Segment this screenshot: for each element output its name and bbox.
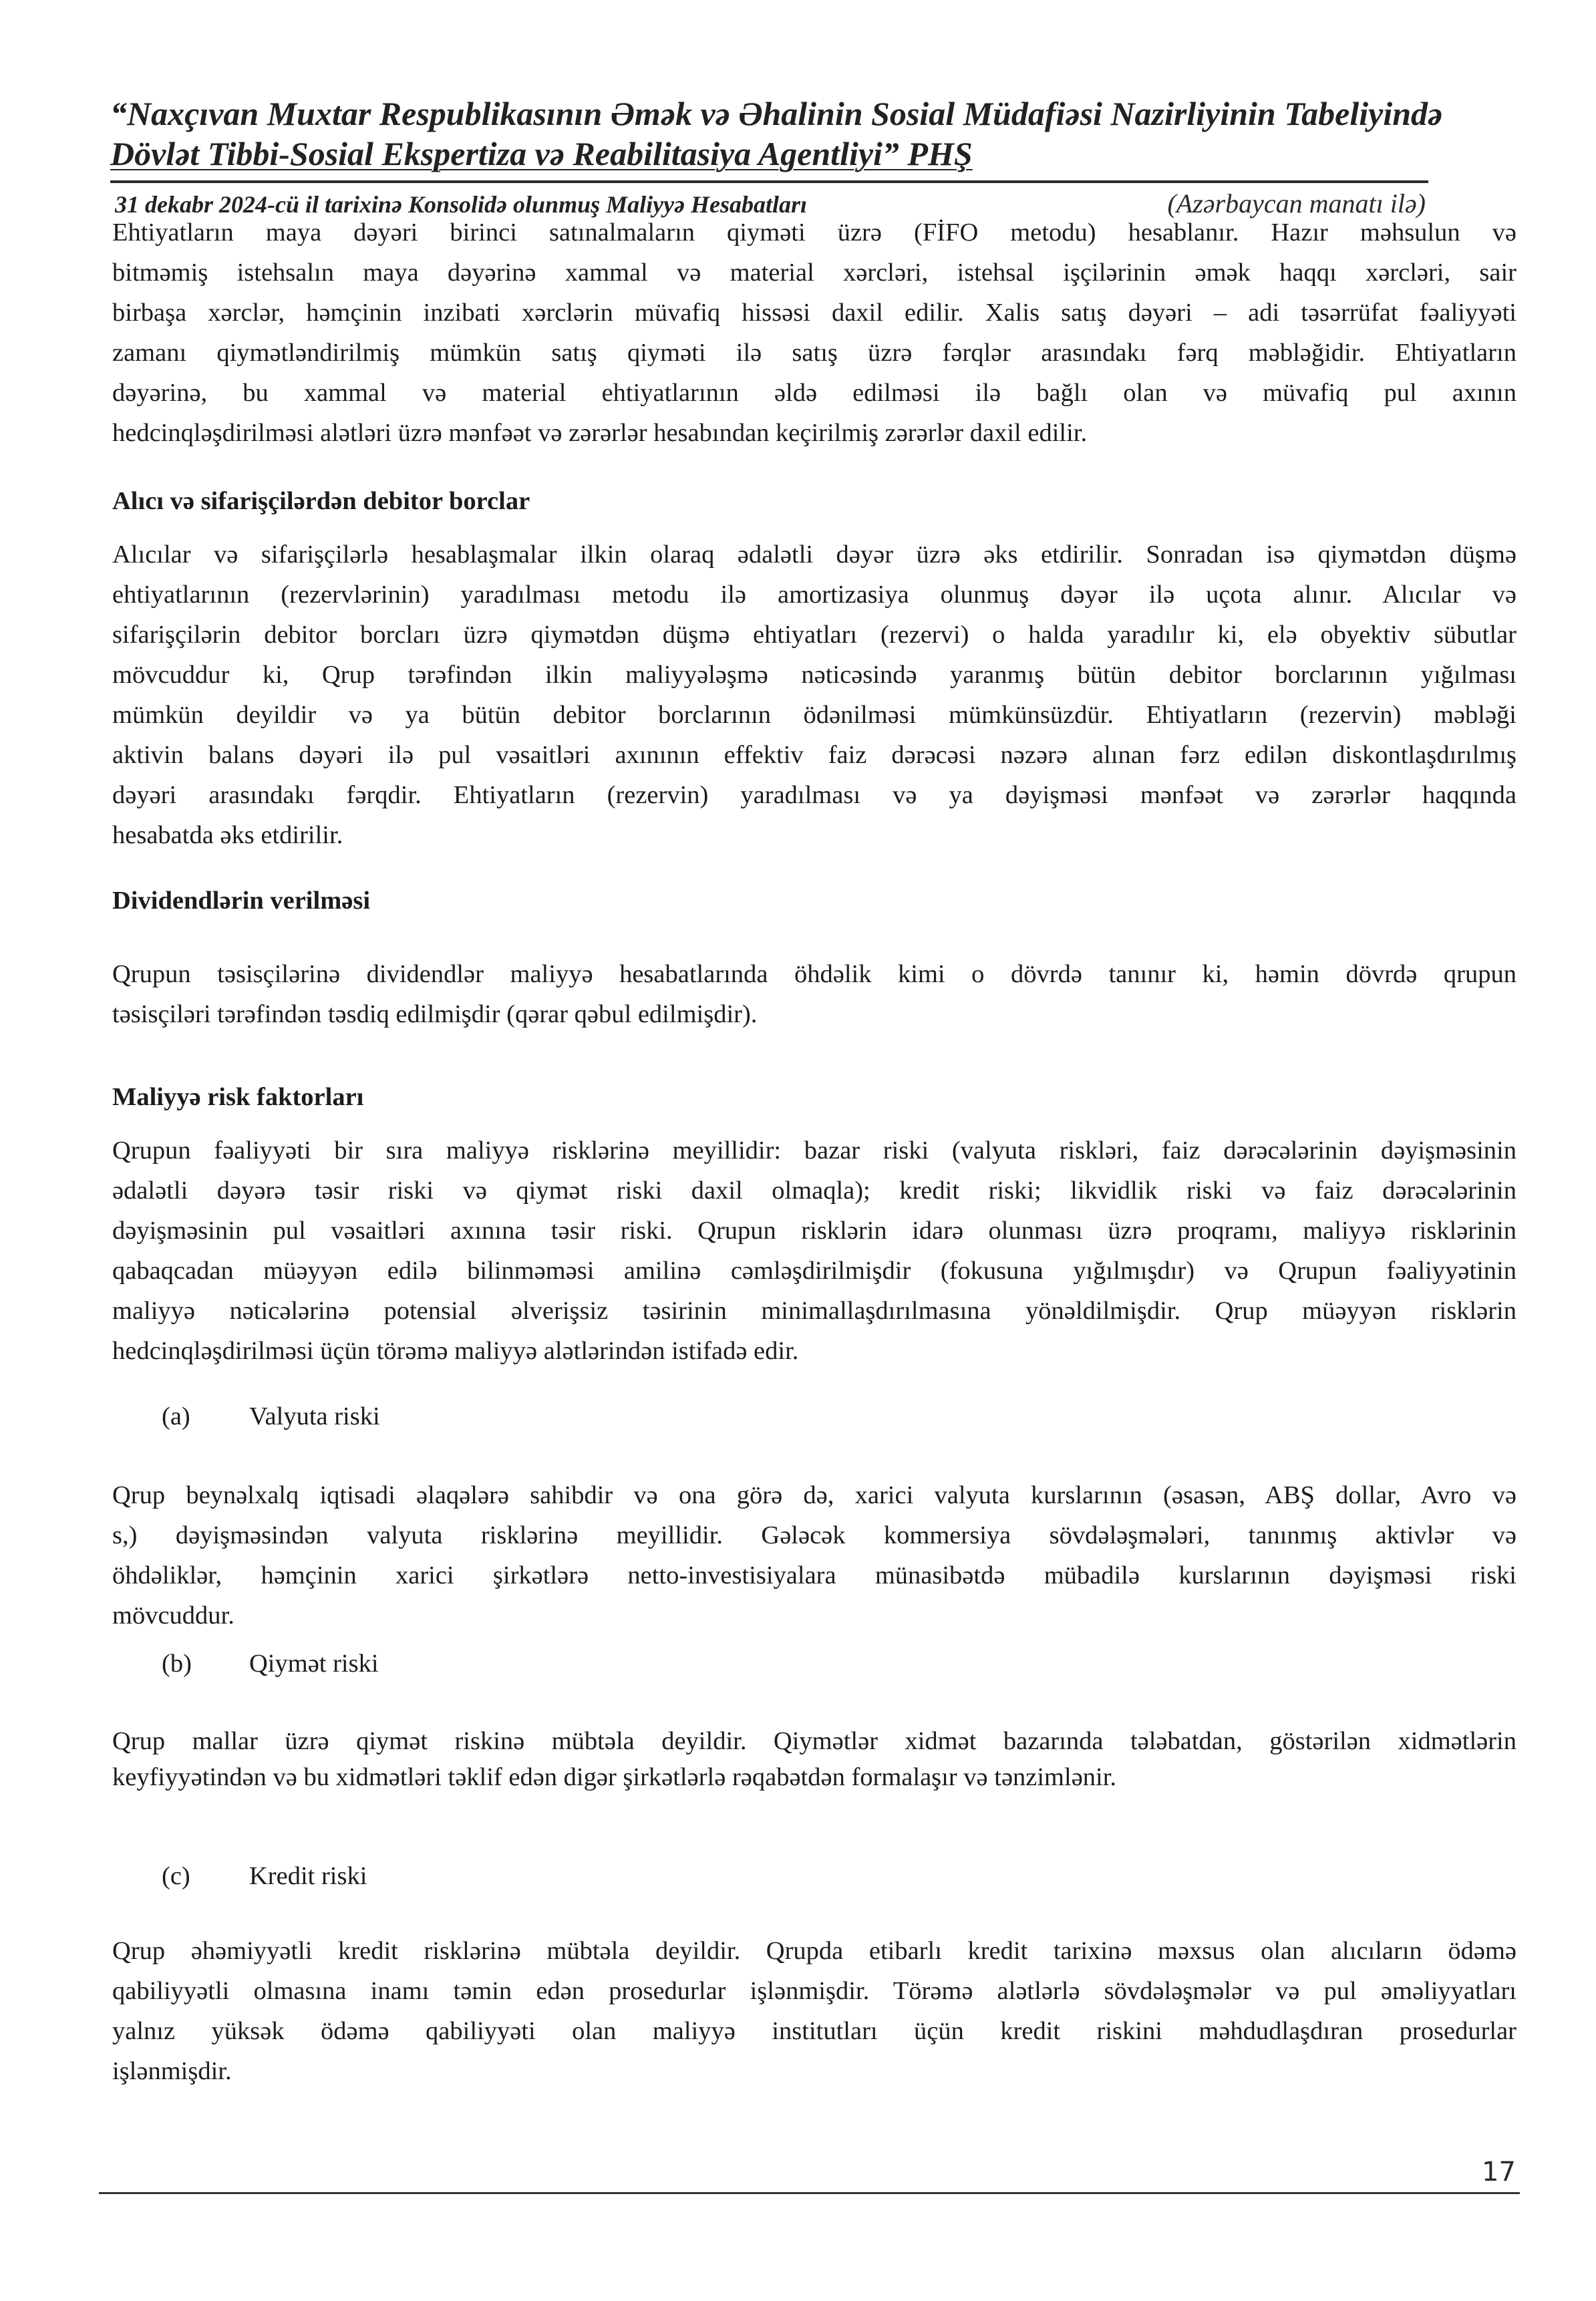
paragraph-line: Ehtiyatların maya dəyəri birinci satınalmaların qiyməti üzrə (FİFO metodu) hesablanır. Hazır məhsulun və — [112, 218, 1517, 247]
paragraph-line: yalnız yüksək ödəmə qabiliyyəti olan maliyyə institutları üçün kredit riskini məhdudlaşdıran prosedurlar — [112, 2017, 1517, 2045]
paragraph-line: keyfiyyətindən və bu xidmətləri təklif edən digər şirkətlərlə rəqabətdən formalaşır və tənzimlənir. — [112, 1763, 1117, 1791]
paragraph-line: ədalətli dəyərə təsir riski və qiymət riski daxil olmaqla); kredit riski; likvidlik riski və faiz dərəcələrinin — [112, 1177, 1517, 1205]
paragraph-line: s,) dəyişməsindən valyuta risklərinə meyillidir. Gələcək kommersiya sövdələşmələri, tanınmış aktivlər və — [112, 1521, 1517, 1549]
paragraph-line: hedcinqləşdirilməsi üçün törəmə maliyyə alətlərindən istifadə edir. — [112, 1337, 799, 1365]
paragraph-line: dəyəri arasındakı fərqdir. Ehtiyatların (rezervin) yaradılması və ya dəyişməsi mənfəət və zərərlər haqqında — [112, 781, 1517, 809]
paragraph-line: Qrup mallar üzrə qiymət riskinə mübtəla deyildir. Qiymətlər xidmət bazarında tələbatdan, göstərilən xidmətlərin — [112, 1727, 1517, 1755]
paragraph-line: mümkün deyildir və ya bütün debitor borclarının ödənilməsi mümkünsüzdür. Ehtiyatların (rezervin) məbləği — [112, 701, 1517, 729]
paragraph-line: təsisçiləri tərəfindən təsdiq edilmişdir (qərar qəbul edilmişdir). — [112, 1000, 758, 1028]
paragraph-line: mövcuddur. — [112, 1601, 234, 1630]
paragraph-line: hesabatda əks etdirilir. — [112, 821, 343, 849]
paragraph-line: zamanı qiymətləndirilmiş mümkün satış qiyməti ilə satış üzrə fərqlər arasındakı fərq məbləğidir. Ehtiyatların — [112, 339, 1517, 367]
list-marker-b: (b) — [162, 1650, 192, 1678]
header-subtitle: 31 dekabr 2024-cü il tarixinə Konsolidə olunmuş Maliyyə Hesabatları — [115, 191, 808, 218]
currency-note: (Azərbaycan manatı ilə) — [1167, 188, 1426, 218]
paragraph-line: dəyişməsinin pul vəsaitləri axınına təsir riski. Qrupun risklərin idarə olunması üzrə proqramı, maliyyə risklərinin — [112, 1217, 1517, 1245]
paragraph-line: Qrupun təsisçilərinə dividendlər maliyyə hesabatlarında öhdəlik kimi o dövrdə tanınır ki, həmin dövrdə qrupun — [112, 960, 1517, 988]
list-marker-a: (a) — [162, 1402, 190, 1430]
paragraph-line: Alıcılar və sifarişçilərlə hesablaşmalar ilkin olaraq ədalətli dəyər üzrə əks etdirilir. Sonradan isə qiymətdən düşmə — [112, 541, 1517, 569]
paragraph-line: mövcuddur ki, Qrup tərəfindən ilkin maliyyələşmə nəticəsində yaranmış bütün debitor borclarının yığılması — [112, 661, 1517, 689]
footer-rule — [99, 2192, 1520, 2194]
paragraph-line: hedcinqləşdirilməsi alətləri üzrə mənfəət və zərərlər hesabından keçirilmiş zərərlər daxil edilir. — [112, 419, 1088, 447]
section-heading-dividends: Dividendlərin verilməsi — [112, 887, 371, 915]
paragraph-line: aktivin balans dəyəri ilə pul vəsaitləri axınının effektiv faiz dərəcəsi nəzərə alınan fərz edilən diskontlaşdırılmış — [112, 741, 1517, 769]
paragraph-line: sifarişçilərin debitor borcları üzrə qiymətdən düşmə ehtiyatları (rezervi) o halda yaradılır ki, elə obyektiv sübutlar — [112, 621, 1517, 649]
paragraph-line: öhdəliklər, həmçinin xarici şirkətlərə netto-investisiyalara münasibətdə mübadilə kurslarının dəyişməsi riski — [112, 1561, 1517, 1589]
paragraph-line: ehtiyatlarının (rezervlərinin) yaradılması metodu ilə amortizasiya olunmuş dəyər ilə uçota alınır. Alıcılar və — [112, 581, 1517, 609]
section-heading-financial-risk: Maliyyə risk faktorları — [112, 1083, 364, 1111]
paragraph-line: Qrup beynəlxalq iqtisadi əlaqələrə sahibdir və ona görə də, xarici valyuta kurslarının (əsasən, ABŞ dollar, Avro və — [112, 1481, 1517, 1509]
paragraph-line: qabaqcadan müəyyən edilə bilinməməsi amilinə cəmləşdirilmişdir (fokusuna yığılmışdır) və Qrupun fəaliyyətinin — [112, 1257, 1517, 1285]
risk-heading-credit: Kredit riski — [249, 1862, 367, 1890]
header-title-line2: Dövlət Tibbi-Sosial Ekspertiza və Reabilitasiya Agentliyi” PHŞ — [110, 135, 973, 172]
risk-heading-price: Qiymət riski — [249, 1650, 379, 1678]
header-rule — [110, 180, 1428, 183]
section-heading-receivables: Alıcı və sifarişçilərdən debitor borclar — [112, 487, 530, 515]
paragraph-line: bitməmiş istehsalın maya dəyərinə xammal və material xərcləri, istehsal işçilərinin əmək haqqı xərcləri, sair — [112, 259, 1517, 287]
risk-heading-currency: Valyuta riski — [249, 1402, 380, 1430]
paragraph-line: maliyyə nəticələrinə potensial əlverişsiz təsirinin minimallaşdırılmasına yönəldilmişdir. Qrup müəyyən risklərin — [112, 1297, 1517, 1325]
paragraph-line: Qrup əhəmiyyətli kredit risklərinə mübtəla deyildir. Qrupda etibarlı kredit tarixinə məxsus olan alıcıların ödəmə — [112, 1937, 1517, 1965]
list-marker-c: (c) — [162, 1862, 190, 1890]
paragraph-line: birbaşa xərclər, həmçinin inzibati xərclərin müvafiq hissəsi daxil edilir. Xalis satış dəyəri – adi təsərrüfat fəaliyyəti — [112, 299, 1517, 327]
paragraph-line: qabiliyyətli olmasına inamı təmin edən prosedurlar işlənmişdir. Törəmə alətlərlə sövdələşmələr və pul əməliyyatları — [112, 1977, 1517, 2005]
paragraph-line: Qrupun fəaliyyəti bir sıra maliyyə risklərinə meyillidir: bazar riski (valyuta riskləri, faiz dərəcələrinin dəyişməsinin — [112, 1136, 1517, 1165]
paragraph-line: dəyərinə, bu xammal və material ehtiyatlarının əldə edilməsi ilə bağlı olan və müvafiq pul axının — [112, 379, 1517, 407]
paragraph-line: işlənmişdir. — [112, 2057, 232, 2085]
page-number: 17 — [1482, 2157, 1516, 2187]
header-title-line1: “Naxçıvan Muxtar Respublikasının Əmək və Əhalinin Sosial Müdafiəsi Nazirliyinin Tabeliyində — [110, 95, 1443, 132]
